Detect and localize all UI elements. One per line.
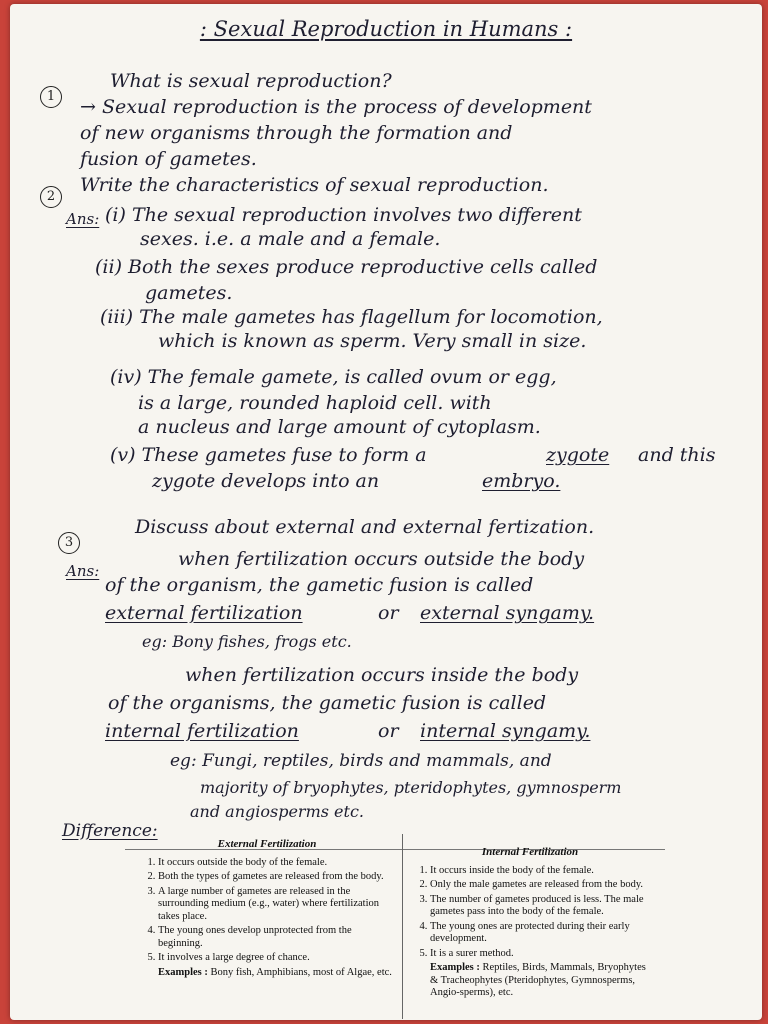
q3-line: of the organisms, the gametic fusion is called [108,692,547,714]
examples-text: Bony fish, Amphibians, most of Algae, etc. [210,966,392,978]
external-fertilization-column [138,838,396,979]
internal-fertilization-column [410,846,650,1000]
difference-label: Difference: [62,821,158,841]
internal-syngamy-term: internal syngamy. [420,720,591,742]
notebook-page [10,4,762,1020]
q3-line: and angiosperms etc. [190,802,364,821]
examples-label: Examples : [158,966,208,978]
q3-line: or [378,602,399,624]
q2-line: and this [638,444,716,466]
q2-question: Write the characteristics of sexual reproduction. [80,174,549,196]
q2-line: (i) The sexual reproduction involves two different [105,204,582,226]
external-item: 5. It involves a large degree of chance. [158,952,396,965]
q1-question: What is sexual reproduction? [110,70,392,92]
internal-item: 2. Only the male gametes are released from the body. [430,879,650,892]
q3-ans-label: Ans: [66,562,100,580]
external-item: 1. It occurs outside the body of the female. [158,857,396,870]
external-fertilization-heading: External Fertilization [217,838,317,850]
external-item: 3. A large number of gametes are released in the surrounding medium (e.g., water) where fertilization takes place. [158,886,396,924]
q3-line: when fertilization occurs outside the body [178,548,585,570]
q3-line: of the organism, the gametic fusion is called [105,574,534,596]
internal-item: 1. It occurs inside the body of the female. [430,865,650,878]
q1-answer-line: fusion of gametes. [80,148,257,170]
q3-line: when fertilization occurs inside the body [185,664,579,686]
q3-line: majority of bryophytes, pteridophytes, gymnosperm [200,778,622,797]
table-divider [402,834,403,1019]
q3-example: eg: Bony fishes, frogs etc. [142,632,352,651]
internal-fertilization-term: internal fertilization [105,720,299,742]
q2-line: (ii) Both the sexes produce reproductive cells called [95,256,598,278]
internal-fertilization-heading: Internal Fertilization [481,846,579,858]
q2-line: (v) These gametes fuse to form a [110,444,427,466]
examples-text: Reptiles, Birds, Mammals, Bryophytes & Tracheophytes (Pteridophytes, Gymnosperms, Angio-sperms), etc. [430,962,646,998]
q3-line: or [378,720,399,742]
q2-line: a nucleus and large amount of cytoplasm. [138,416,541,438]
q2-line: zygote develops into an [152,470,380,492]
q2-line: (iv) The female gamete, is called ovum or egg, [110,366,557,388]
q2-line: sexes. i.e. a male and a female. [140,228,441,250]
q1-answer-line: → Sexual reproduction is the process of development [80,96,592,118]
internal-item: 4. The young ones are protected during their early development. [430,921,650,946]
zygote-term: zygote [546,444,610,466]
external-examples [138,967,396,980]
q3-question: Discuss about external and external fertization. [135,516,595,538]
examples-label: Examples : [430,962,480,973]
external-item: 4. The young ones develop unprotected from the beginning. [158,925,396,950]
q2-line: (iii) The male gametes has flagellum for locomotion, [100,306,603,328]
question-number-3: 3 [58,532,80,554]
q2-line: gametes. [145,282,233,304]
q2-ans-label: Ans: [66,210,100,228]
q2-line: is a large, rounded haploid cell. with [138,392,492,414]
q2-line: which is known as sperm. Very small in size. [158,330,587,352]
internal-item: 3. The number of gametes produced is less. The male gametes pass into the body of the female. [430,894,650,919]
external-syngamy-term: external syngamy. [420,602,595,624]
external-fertilization-term: external fertilization [105,602,303,624]
internal-examples [410,962,650,1000]
external-item: 2. Both the types of gametes are released from the body. [158,871,396,884]
question-number-2: 2 [40,186,62,208]
q3-example: eg: Fungi, reptiles, birds and mammals, and [170,751,552,771]
question-number-1: 1 [40,86,62,108]
internal-item: 5. It is a surer method. [430,948,650,961]
page-title: : Sexual Reproduction in Humans : [199,17,573,41]
embryo-term: embryo. [482,470,561,492]
q1-answer-line: of new organisms through the formation and [80,122,513,144]
